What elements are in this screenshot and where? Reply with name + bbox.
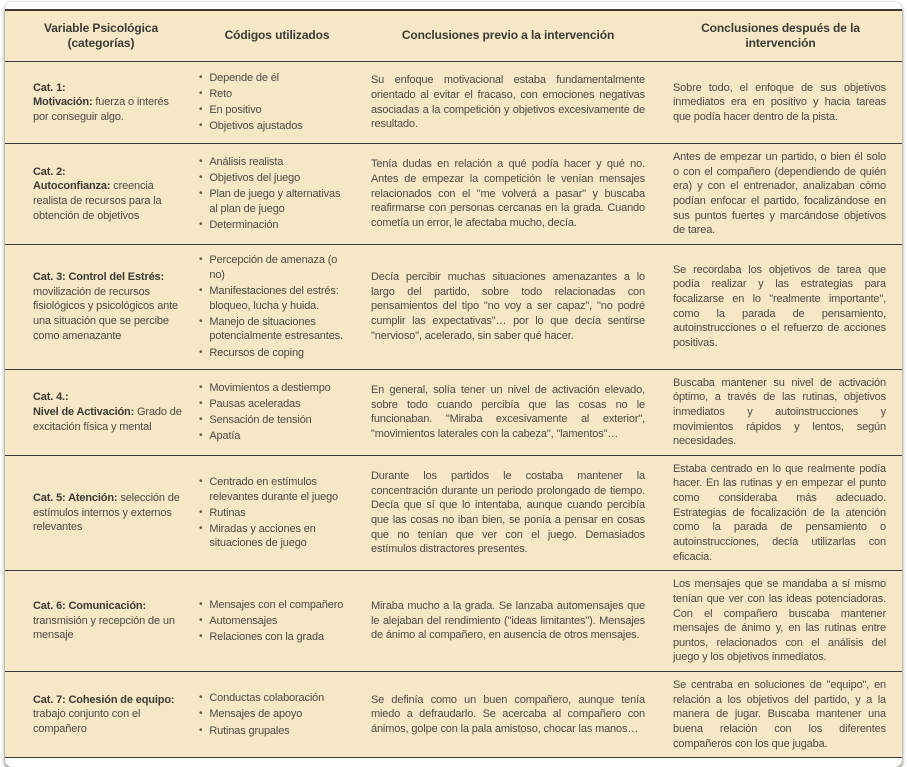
conclusion-pre-cell: Decía percibir muchas situaciones amenazantes a lo largo del partido, sobre todo relacionadas con pensamientos del tipo "no voy a ser capaz", "no podré cumplir las expectativas"… por lo que decía sentirse "nervioso", acelerado, sin saber qué hacer. xyxy=(371,271,645,342)
code-label: Rutinas grupales xyxy=(209,724,290,737)
category-description: selección de estímulos internos y externos relevantes xyxy=(33,492,180,534)
category-term: Nivel de Activación: xyxy=(33,405,135,418)
code-item xyxy=(199,71,347,86)
conclusion-post-cell: Buscaba mantener su nivel de activación óptimo, a través de las rutinas, objetivos inmediatos y autoinstrucciones y movimientos rápidos y lentos, según necesidades. xyxy=(673,376,886,448)
codes-cell xyxy=(197,245,357,369)
category-description: transmisión y recepción de un mensaje xyxy=(33,614,175,642)
bullet-icon: • xyxy=(199,381,203,393)
bullet-icon: • xyxy=(199,614,203,626)
bullet-icon: • xyxy=(199,630,203,642)
table-row xyxy=(5,570,902,671)
codes-list xyxy=(199,381,347,444)
conclusion-pre-cell: Tenía dudas en relación a qué podía hacer y qué no. Antes de empezar la competición le venían mensajes relacionados con el "me volverá a pasar" y buscaba reafirmarse con personas cercanas en la grada. Cuando cometía un error, le afectaba mucho, decía. xyxy=(371,158,645,229)
qualitative-analysis-table xyxy=(5,9,902,758)
code-label: Determinación xyxy=(209,219,279,232)
bullet-icon: • xyxy=(199,346,203,358)
code-item xyxy=(199,413,347,428)
table-row xyxy=(5,369,902,455)
category-label: Cat. 1: xyxy=(33,81,66,94)
code-item xyxy=(199,381,347,396)
conclusion-pre-cell: Su enfoque motivacional estaba fundamentalmente orientado al evitar el fracaso, con emociones negativas asociadas a la competición y objetivos excesivamente de resultado. xyxy=(371,74,645,131)
codes-list xyxy=(199,475,347,551)
codes-list xyxy=(199,71,347,134)
category-definition xyxy=(33,179,185,223)
category-term: Motivación: xyxy=(33,96,93,109)
code-label: Automensajes xyxy=(209,614,278,627)
category-definition xyxy=(33,491,185,535)
codes-cell xyxy=(197,372,357,452)
code-label: Mensajes con el compañero xyxy=(209,598,344,611)
codes-cell xyxy=(197,147,357,242)
bullet-icon: • xyxy=(199,156,203,168)
code-label: Mensajes de apoyo xyxy=(209,708,303,721)
header-conclusiones-despues: Conclusiones después de la intervención xyxy=(701,20,860,50)
category-cell xyxy=(5,592,197,650)
conclusion-pre-cell: Se definía como un buen compañero, aunque tenía miedo a defraudarlo. Se acercaba al compañero con ánimos, golpe con la pala amistoso, chocar las manos… xyxy=(371,693,645,735)
bullet-icon: • xyxy=(199,692,203,704)
code-item xyxy=(199,218,347,233)
bullet-icon: • xyxy=(199,88,203,100)
code-label: Apatía xyxy=(209,430,241,443)
code-label: Movimientos a destiempo xyxy=(209,381,331,394)
conclusion-post-cell: Estaba centrado en lo que realmente podía hacer. En las rutinas y en empezar el punto como consideraba más adecuado. Estrategias de focalización de la atención como la parada de pensamiento o autoinstrucciones, decía utilizarlas con eficacia. xyxy=(673,462,886,563)
category-description: creencia realista de recursos para la obtención de objetivos xyxy=(33,180,162,222)
code-label: Objetivos ajustados xyxy=(209,120,303,133)
category-description: Grado de excitación física y mental xyxy=(33,405,182,433)
code-item xyxy=(199,707,347,722)
code-item xyxy=(199,475,347,504)
bullet-icon: • xyxy=(199,254,203,266)
code-label: Centrado en estímulos relevantes durante el juego xyxy=(209,475,339,503)
code-item xyxy=(199,155,347,170)
table-body xyxy=(5,62,902,757)
code-label: Recursos de coping xyxy=(209,346,304,359)
code-item xyxy=(199,724,347,739)
category-term: Autoconfianza: xyxy=(33,180,111,193)
bullet-icon: • xyxy=(199,724,203,736)
bullet-icon: • xyxy=(199,172,203,184)
code-item xyxy=(199,614,347,629)
conclusion-pre-cell: Durante los partidos le costaba mantener la concentración durante un periodo prolongado de tiempo. Decía que sí que lo intentaba, aunque cuando percibía que las cosas no iban bien, se ponía a pensar en cosas que no tenían que ver con el juego. Demasiados estímulos distractores presentes. xyxy=(371,470,645,556)
header-variable-psicologica: Variable Psicológica (categorías) xyxy=(43,20,159,50)
category-cell xyxy=(5,263,197,350)
table-row xyxy=(5,244,902,369)
bullet-icon: • xyxy=(199,506,203,518)
codes-cell xyxy=(197,466,357,559)
table-row xyxy=(5,671,902,757)
conclusion-post-cell: Se recordaba los objetivos de tarea que podía realizar y las estrategias para focalizarse en lo "realmente importante", como la parada de pensamiento, autoinstrucciones o el refuerzo de acciones positivas. xyxy=(673,263,886,349)
bullet-icon: • xyxy=(199,430,203,442)
header-row xyxy=(5,11,902,62)
category-term: Cat. 6: Comunicación: xyxy=(33,600,146,613)
conclusion-post-cell: Sobre todo, el enfoque de sus objetivos inmediatos era en positivo y hacia tareas que podía hacer dentro de la pista. xyxy=(673,81,886,123)
bullet-icon: • xyxy=(199,72,203,83)
code-item xyxy=(199,284,347,313)
codes-list xyxy=(199,598,347,645)
code-item xyxy=(199,630,347,645)
category-label: Cat. 2: xyxy=(33,165,66,178)
code-label: Sensación de tensión xyxy=(209,413,312,426)
bullet-icon: • xyxy=(199,219,203,231)
codes-cell xyxy=(197,63,357,143)
bullet-icon: • xyxy=(199,522,203,534)
code-label: Relaciones con la grada xyxy=(209,630,324,643)
code-label: Miradas y acciones en situaciones de juego xyxy=(209,522,316,550)
bullet-icon: • xyxy=(199,397,203,409)
bullet-icon: • xyxy=(199,120,203,132)
codes-list xyxy=(199,253,347,360)
table-card xyxy=(5,2,902,767)
bullet-icon: • xyxy=(199,104,203,116)
bullet-icon: • xyxy=(199,315,203,327)
bullet-icon: • xyxy=(199,708,203,720)
bullet-icon: • xyxy=(199,285,203,296)
code-item xyxy=(199,119,347,134)
category-description: trabajo conjunto con el compañero xyxy=(33,708,141,735)
category-definition xyxy=(33,693,185,737)
code-item xyxy=(199,315,347,344)
category-definition xyxy=(33,95,185,124)
code-item xyxy=(199,87,347,102)
code-item xyxy=(199,103,347,118)
code-label: Plan de juego y alternativas al plan de juego xyxy=(209,188,341,215)
code-item xyxy=(199,506,347,521)
code-item xyxy=(199,691,347,706)
table-row xyxy=(5,455,902,570)
category-term: Cat. 7: Cohesión de equipo: xyxy=(33,693,175,706)
bullet-icon: • xyxy=(199,413,203,425)
category-definition xyxy=(33,270,185,343)
category-term: Cat. 3: Control del Estrés: xyxy=(33,271,165,284)
category-definition xyxy=(33,405,185,434)
code-item xyxy=(199,598,347,613)
code-label: Análisis realista xyxy=(209,156,284,169)
code-label: Percepción de amenaza (o no) xyxy=(209,254,338,281)
category-label: Cat. 4.: xyxy=(33,391,69,404)
category-term: Cat. 5: Atención: xyxy=(33,492,118,504)
bullet-icon: • xyxy=(199,475,203,487)
code-item xyxy=(199,171,347,186)
code-label: Manifestaciones del estrés: bloqueo, lucha y huida. xyxy=(209,285,339,312)
code-item xyxy=(199,522,347,551)
code-label: Manejo de situaciones potencialmente estresantes. xyxy=(209,315,343,343)
code-item xyxy=(199,187,347,216)
bullet-icon: • xyxy=(199,188,203,200)
codes-list xyxy=(199,691,347,738)
code-label: Rutinas xyxy=(209,506,246,519)
category-cell xyxy=(5,158,197,231)
code-label: Pausas aceleradas xyxy=(209,397,301,410)
code-item xyxy=(199,253,347,282)
category-cell xyxy=(5,686,197,744)
bullet-icon: • xyxy=(199,598,203,610)
category-definition xyxy=(33,599,185,643)
codes-list xyxy=(199,155,347,233)
code-label: Reto xyxy=(209,88,232,101)
code-label: Objetivos del juego xyxy=(209,172,301,185)
category-description: movilización de recursos fisiológicos y psicológicos ante una situación que se percibe como amenazante xyxy=(33,285,178,342)
conclusion-post-cell: Antes de empezar un partido, o bien él solo o con el compañero (dependiendo de quién era) y con el entrenador, analizaban cómo podían enfocar el partido, focalizándose en sus puntos fuertes y marcándose objetivos de tarea. xyxy=(673,151,886,237)
codes-cell xyxy=(197,589,357,653)
conclusion-pre-cell: Miraba mucho a la grada. Se lanzaba automensajes que le alejaban del rendimiento ("ideas limitantes"). Mensajes de ánimo al compañero, en ausencia de otros mensajes. xyxy=(371,600,645,642)
code-label: En positivo xyxy=(209,104,262,117)
conclusion-pre-cell: En general, solía tener un nivel de activación elevado, sobre todo cuando percibía que las cosas no le funcionaban. "Miraba excesivamente al exterior", "movimientos laterales con la cabeza", "lamentos"… xyxy=(371,383,645,440)
category-cell xyxy=(5,74,197,132)
code-label: Depende de él xyxy=(209,72,279,84)
table-row xyxy=(5,143,902,244)
header-codigos-utilizados: Códigos utilizados xyxy=(224,28,330,43)
code-item xyxy=(199,397,347,412)
code-item xyxy=(199,429,347,444)
codes-cell xyxy=(197,683,357,747)
header-conclusiones-previo: Conclusiones previo a la intervención xyxy=(401,28,615,43)
code-item xyxy=(199,346,347,361)
category-cell xyxy=(5,484,197,542)
category-cell xyxy=(5,383,197,441)
conclusion-post-cell: Se centraba en soluciones de "equipo", en relación a los objetivos del partido, y a la manera de jugar. Buscaba mantener una buena relación con los diferentes compañeros con los que jugaba. xyxy=(673,679,886,750)
table-row xyxy=(5,62,902,143)
code-label: Conductas colaboración xyxy=(209,692,325,705)
category-description: fuerza o interés por conseguir algo. xyxy=(33,96,169,123)
conclusion-post-cell: Los mensajes que se mandaba a sí mismo tenían que ver con las ideas potenciadoras. Con el compañero buscaba mantener mensajes de ánimo y, en las rutinas entre puntos, relacionados con el análisis del juego y los objetivos inmediatos. xyxy=(673,578,886,664)
